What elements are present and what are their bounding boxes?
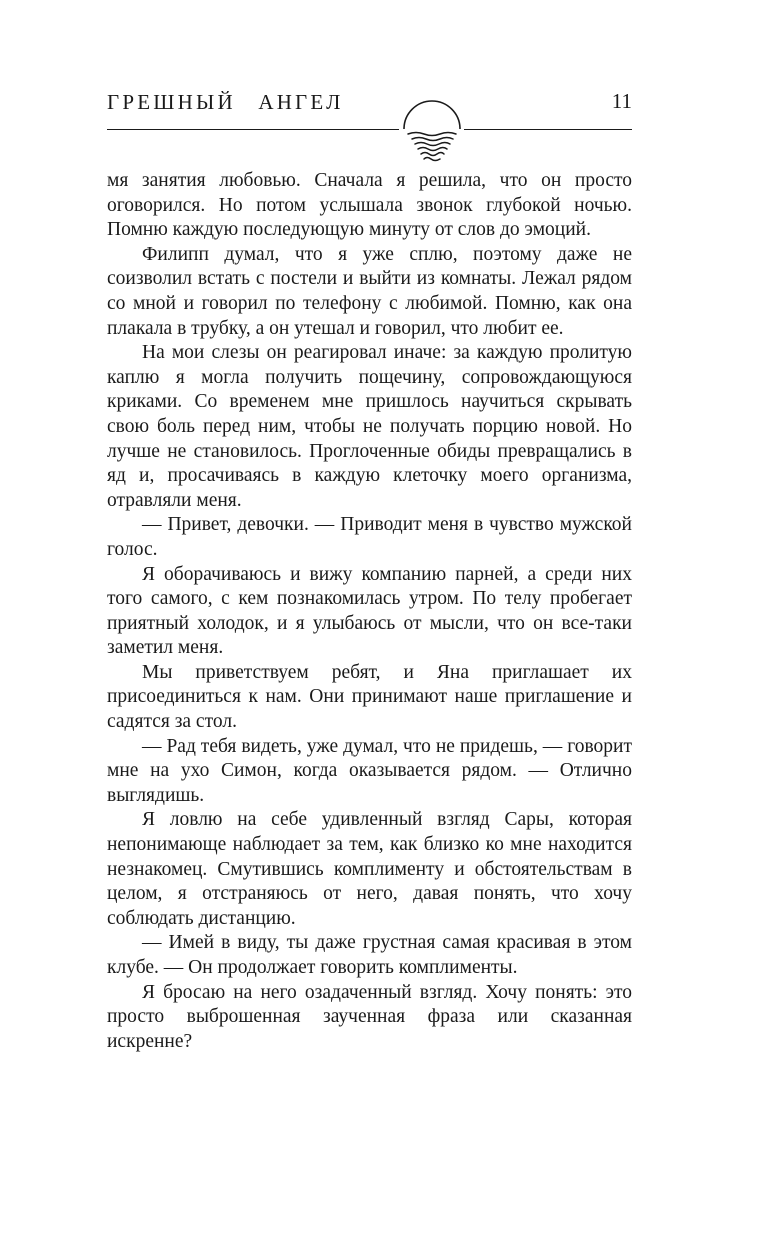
paragraph: На мои слезы он реагировал иначе: за каждую пролитую каплю я могла получить пощечину, сопровождающуюся криками. Со временем мне пришлось научиться скрывать свою боль перед ним, чтобы не получать порцию новой. Но лучше не становилось. Проглоченные обиды превращались в яд и, просачиваясь в каждую клеточку моего организма, отравляли меня. — [107, 342, 632, 511]
paragraph: Мы приветствуем ребят, и Яна приглашает их присоединиться к нам. Они принимают наше приглашение и садятся за стол. — [107, 661, 632, 733]
paragraph: мя занятия любовью. Сначала я решила, что он просто оговорился. Но потом услышала звонок глубокой ночью. Помню каждую последующую минуту от слов до эмоций. — [107, 170, 632, 241]
paragraph: — Имей в виду, ты даже грустная самая красивая в этом клубе. — Он продолжает говорить комплименты. — [107, 932, 632, 978]
running-title: ГРЕШНЫЙ АНГЕЛ — [107, 90, 344, 114]
paragraph: — Рад тебя видеть, уже думал, что не придешь, — говорит мне на ухо Симон, когда оказывается рядом. — Отлично выглядишь. — [107, 735, 632, 806]
body-text — [107, 169, 632, 1054]
sunset-over-water-icon — [396, 99, 468, 167]
paragraph: Я ловлю на себе удивленный взгляд Сары, которая непонимающе наблюдает за тем, как близко ко мне находится незнакомец. Смутившись комплименту и обстоятельствам в целом, я отстраняюсь от него, давая понять, что хочу соблюдать дистанцию. — [107, 809, 632, 929]
page-number: 11 — [611, 89, 632, 113]
paragraph: Я оборачиваюсь и вижу компанию парней, а среди них того самого, с кем познакомилась утром. По телу пробегает приятный холодок, и я улыбаюсь от мысли, что он все-таки заметил меня. — [107, 563, 632, 659]
header-rule-left — [107, 129, 399, 130]
header-rule-right — [464, 129, 632, 130]
paragraph: Филипп думал, что я уже сплю, поэтому даже не соизволил встать с постели и выйти из комнаты. Лежал рядом со мной и говорил по телефону с любимой. Помню, как она плакала в трубку, а он утешал и говорил, что любит ее. — [107, 243, 632, 339]
paragraph: — Привет, девочки. — Приводит меня в чувство мужской голос. — [107, 514, 632, 560]
paragraph: Я бросаю на него озадаченный взгляд. Хочу понять: это просто выброшенная заученная фраза или сказанная искренне? — [107, 981, 632, 1052]
